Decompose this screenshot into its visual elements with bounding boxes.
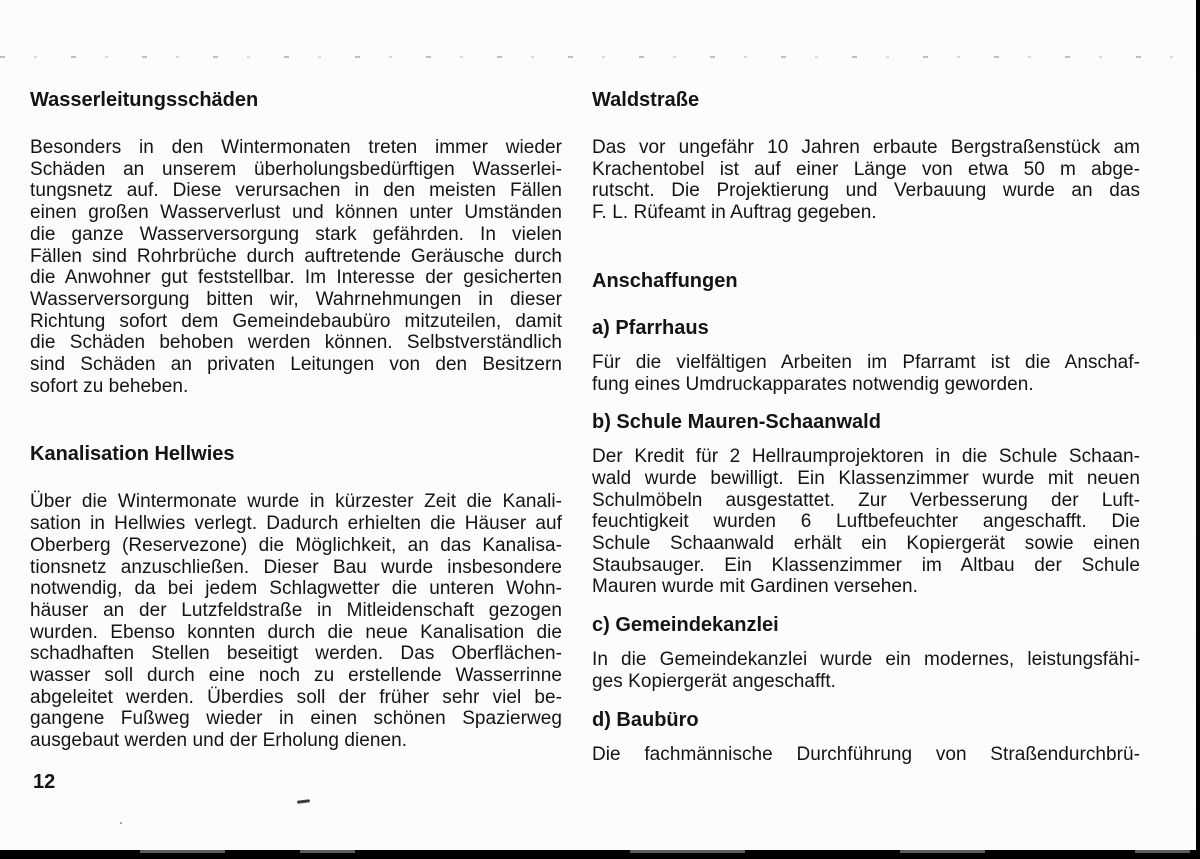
paragraph — [30, 137, 562, 397]
bottom-scan-bar — [0, 850, 1200, 859]
paragraph-line: die Schäden behoben werden können. Selbstverständlich — [30, 332, 562, 354]
section-heading: Kanalisation Hellwies — [30, 443, 235, 466]
right-column — [592, 90, 1140, 765]
section — [592, 318, 1140, 395]
paragraph-line: Für die vielfältigen Arbeiten im Pfarramt ist die Anschaf- — [592, 351, 1140, 373]
right-edge-scan-line — [1196, 0, 1200, 859]
paragraph-line: tungsnetz auf. Diese verursachen in den meisten Fällen — [30, 180, 562, 202]
paragraph — [30, 491, 562, 751]
paragraph — [592, 744, 1140, 766]
paragraph-line: sation in Hellwies verlegt. Dadurch erhielten die Häuser auf — [30, 513, 562, 535]
paragraph-line: Mauren wurde mit Gardinen versehen. — [592, 576, 918, 598]
paragraph-line: notwendig, da bei jedem Schlagwetter die unteren Wohn- — [30, 578, 562, 600]
scan-bar-highlight — [900, 850, 985, 853]
scan-bar-highlight — [630, 850, 745, 853]
paragraph-line: Oberberg (Reservezone) die Möglichkeit, an das Kanalisa- — [30, 534, 562, 556]
section-heading: Waldstraße — [592, 89, 700, 111]
paragraph-line: Fällen sind Rohrbrüche durch auftretende Geräusche durch — [30, 245, 562, 267]
paragraph-line: Schule Schaanwald erhält ein Kopiergerät sowie einen — [592, 533, 1140, 555]
paragraph-line: fung eines Umdruckapparates notwendig geworden. — [592, 373, 1034, 395]
paragraph-line: Schäden an unserem überholungsbedürftigen Wasserlei- — [30, 158, 562, 180]
paragraph-line: wald wurde bewilligt. Ein Klassenzimmer wurde mit neuen — [592, 467, 1140, 489]
paragraph — [592, 446, 1140, 598]
section — [592, 271, 1140, 292]
paragraph-line: Richtung sofort dem Gemeindebaubüro mitzuteilen, damit — [30, 310, 562, 332]
section-heading: b) Schule Mauren-Schaanwald — [592, 411, 881, 434]
paragraph-line: Wasserversorgung bitten wir, Wahrnehmungen in dieser — [30, 288, 562, 310]
paragraph-line: sind Schäden an privaten Leitungen von den Besitzern — [30, 354, 562, 376]
paragraph — [592, 649, 1140, 692]
section-heading: Anschaffungen — [592, 269, 738, 292]
section — [592, 615, 1140, 692]
paragraph-line: Die fachmännische Durchführung von Straßendurchbrü- — [592, 743, 1140, 765]
section — [592, 90, 1140, 224]
paragraph-line: tionsnetz anzuschließen. Dieser Bau wurde insbesondere — [30, 556, 562, 578]
scan-speckle-dot — [120, 822, 122, 824]
paragraph-line: Der Kredit für 2 Hellraumprojektoren in die Schule Schaan- — [592, 446, 1140, 468]
paragraph — [592, 137, 1140, 224]
scan-speckle-dash — [297, 799, 310, 804]
paragraph-line: die ganze Wasserversorgung stark gefährden. In vielen — [30, 223, 562, 245]
section-heading: d) Baubüro — [592, 708, 699, 731]
section — [592, 412, 1140, 598]
paragraph-line: In die Gemeindekanzlei wurde ein modernes, leistungsfähi- — [592, 649, 1140, 671]
paragraph-line: einen großen Wasserverlust und können unter Umständen — [30, 202, 562, 224]
paragraph-line: feuchtigkeit wurden 6 Luftbefeuchter angeschafft. Die — [592, 511, 1140, 533]
paragraph-line: gangene Fußweg wieder in einen schönen Spazierweg — [30, 708, 562, 730]
paragraph-line: schadhaften Stellen beseitigt werden. Das Oberflächen- — [30, 643, 562, 665]
paragraph-line: häuser an der Lutzfeldstraße in Mitleidenschaft gezogen — [30, 599, 562, 621]
paragraph-line: F. L. Rüfeamt in Auftrag gegeben. — [592, 202, 877, 224]
paragraph-line: Staubsauger. Ein Klassenzimmer im Altbau der Schule — [592, 554, 1140, 576]
section — [592, 710, 1140, 766]
paragraph-line: Über die Wintermonate wurde in kürzester Zeit die Kanali- — [30, 491, 562, 513]
paragraph-line: abgeleitet werden. Überdies soll der früher sehr viel be- — [30, 686, 562, 708]
top-dotted-scan-line — [0, 56, 1194, 58]
section-heading: Wasserleitungsschäden — [30, 89, 259, 111]
paragraph-line: die Anwohner gut feststellbar. Im Interesse der gesicherten — [30, 267, 562, 289]
paragraph — [592, 352, 1140, 395]
page-number: 12 — [33, 771, 56, 793]
paragraph-line: wasser soll durch eine noch zu erstellende Wasserrinne — [30, 665, 562, 687]
paragraph-line: sofort zu beheben. — [30, 375, 189, 397]
paragraph-line: wurden. Ebenso konnten durch die neue Kanalisation die — [30, 621, 562, 643]
paragraph-line: ges Kopiergerät angeschafft. — [592, 670, 836, 692]
left-column — [30, 90, 562, 752]
paragraph-line: Krachentobel ist auf einer Länge von etwa 50 m abge- — [592, 158, 1140, 180]
scan-bar-highlight — [140, 850, 225, 853]
paragraph-line: Das vor ungefähr 10 Jahren erbaute Bergstraßenstück am — [592, 137, 1140, 158]
section — [30, 444, 562, 751]
scan-bar-highlight — [300, 850, 355, 853]
section-heading: c) Gemeindekanzlei — [592, 614, 779, 637]
paragraph-line: rutscht. Die Projektierung und Verbauung wurde an das — [592, 180, 1140, 202]
section-heading: a) Pfarrhaus — [592, 316, 709, 339]
paragraph-line: Besonders in den Wintermonaten treten immer wieder — [30, 137, 562, 158]
section — [30, 90, 562, 397]
paragraph-line: ausgebaut werden und der Erholung dienen. — [30, 730, 408, 752]
scan-bar-highlight — [1135, 850, 1190, 853]
paragraph-line: Schulmöbeln ausgestattet. Zur Verbesserung der Luft- — [592, 489, 1140, 511]
